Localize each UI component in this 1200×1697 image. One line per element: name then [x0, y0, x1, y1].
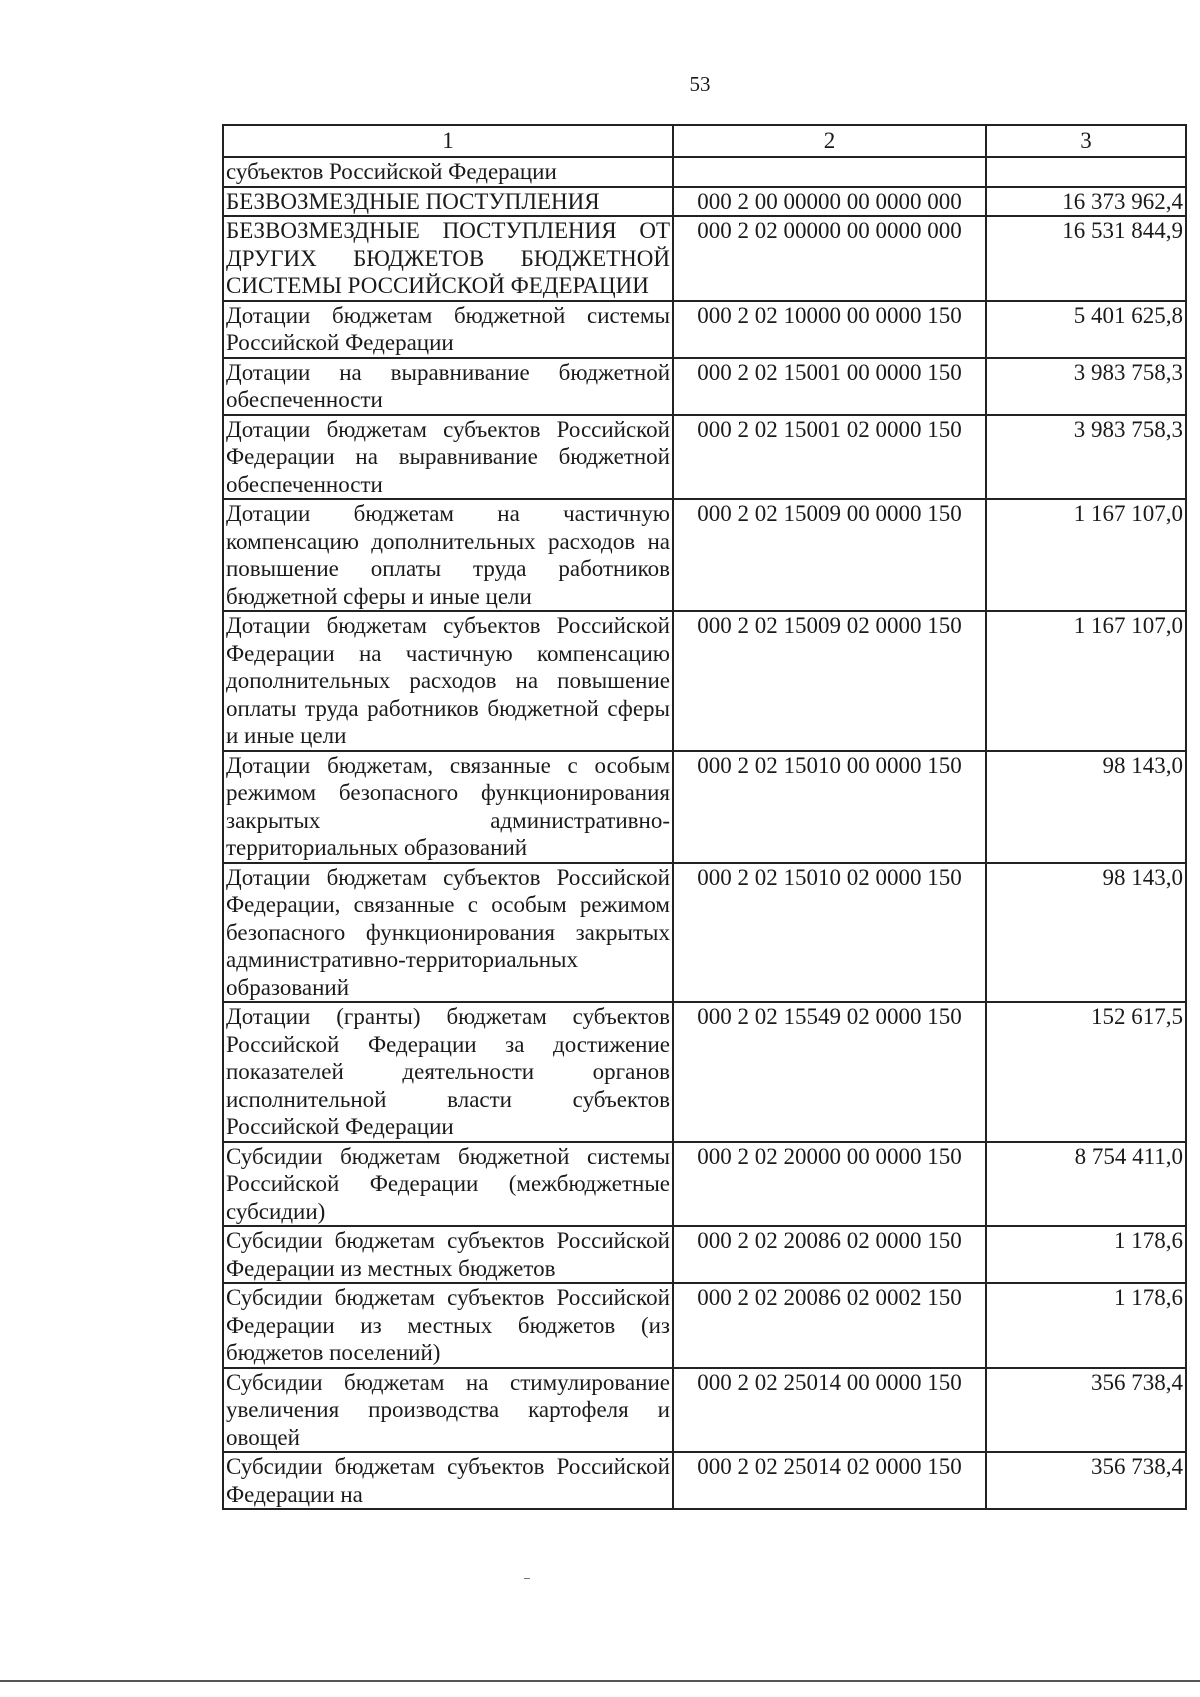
table-row [223, 611, 1186, 751]
row-amount: 356 738,4 [986, 1452, 1186, 1509]
table-row [223, 1452, 1186, 1509]
row-amount: 5 401 625,8 [986, 301, 1186, 358]
table-row [223, 1226, 1186, 1283]
row-amount: 16 531 844,9 [986, 216, 1186, 301]
row-code: 000 2 02 25014 02 0000 150 [673, 1452, 986, 1509]
row-code: 000 2 02 15001 02 0000 150 [673, 415, 986, 500]
row-amount: 1 167 107,0 [986, 611, 1186, 751]
row-amount [986, 157, 1186, 187]
row-amount: 8 754 411,0 [986, 1142, 1186, 1227]
table-row [223, 216, 1186, 301]
bottom-rule [0, 1680, 1200, 1682]
row-amount: 98 143,0 [986, 863, 1186, 1003]
table-row [223, 1368, 1186, 1453]
row-name: Субсидии бюджетам субъектов Российской Федерации из местных бюджетов [223, 1226, 673, 1283]
page-number: 53 [689, 72, 711, 96]
table-row [223, 751, 1186, 863]
stray-mark [524, 1578, 530, 1579]
row-code: 000 2 02 15010 00 0000 150 [673, 751, 986, 863]
row-amount: 16 373 962,4 [986, 187, 1186, 217]
table-row [223, 187, 1186, 217]
row-amount: 98 143,0 [986, 751, 1186, 863]
table-row [223, 1002, 1186, 1142]
row-name: Дотации бюджетам бюджетной системы Российской Федерации [223, 301, 673, 358]
table-row [223, 157, 1186, 187]
table-header-row [223, 125, 1186, 157]
column-header-1: 1 [223, 125, 673, 157]
row-code: 000 2 02 15009 00 0000 150 [673, 499, 986, 611]
table-row [223, 863, 1186, 1003]
row-code [673, 157, 986, 187]
row-name: БЕЗВОЗМЕЗДНЫЕ ПОСТУПЛЕНИЯ [223, 187, 673, 217]
row-code: 000 2 02 00000 00 0000 000 [673, 216, 986, 301]
table-row [223, 1142, 1186, 1227]
row-name: Субсидии бюджетам на стимулирование увеличения производства картофеля и овощей [223, 1368, 673, 1453]
table-row [223, 358, 1186, 415]
row-amount: 3 983 758,3 [986, 415, 1186, 500]
row-name: Дотации на выравнивание бюджетной обеспеченности [223, 358, 673, 415]
row-code: 000 2 02 20000 00 0000 150 [673, 1142, 986, 1227]
row-amount: 1 178,6 [986, 1226, 1186, 1283]
row-code: 000 2 02 15001 00 0000 150 [673, 358, 986, 415]
table-row [223, 301, 1186, 358]
column-header-3: 3 [986, 125, 1186, 157]
table-row [223, 1283, 1186, 1368]
row-code: 000 2 02 15009 02 0000 150 [673, 611, 986, 751]
row-code: 000 2 02 25014 00 0000 150 [673, 1368, 986, 1453]
row-name: Дотации бюджетам субъектов Российской Федерации, связанные с особым режимом безопасного функционирования закрытых административно-территориальных образований [223, 863, 673, 1003]
row-code: 000 2 00 00000 00 0000 000 [673, 187, 986, 217]
row-name: Дотации (гранты) бюджетам субъектов Российской Федерации за достижение показателей деятельности органов исполнительной власти субъектов Российской Федерации [223, 1002, 673, 1142]
row-amount: 1 178,6 [986, 1283, 1186, 1368]
row-code: 000 2 02 20086 02 0002 150 [673, 1283, 986, 1368]
row-name: Субсидии бюджетам субъектов Российской Федерации на [223, 1452, 673, 1509]
row-name: Субсидии бюджетам субъектов Российской Федерации из местных бюджетов (из бюджетов поселений) [223, 1283, 673, 1368]
row-name: субъектов Российской Федерации [223, 157, 673, 187]
table-row [223, 499, 1186, 611]
row-code: 000 2 02 20086 02 0000 150 [673, 1226, 986, 1283]
row-code: 000 2 02 15549 02 0000 150 [673, 1002, 986, 1142]
row-name: Дотации бюджетам, связанные с особым режимом безопасного функционирования закрытых административно-территориальных образований [223, 751, 673, 863]
row-name: Дотации бюджетам субъектов Российской Федерации на выравнивание бюджетной обеспеченности [223, 415, 673, 500]
row-name: БЕЗВОЗМЕЗДНЫЕ ПОСТУПЛЕНИЯ ОТ ДРУГИХ БЮДЖЕТОВ БЮДЖЕТНОЙ СИСТЕМЫ РОССИЙСКОЙ ФЕДЕРАЦИИ [223, 216, 673, 301]
row-code: 000 2 02 15010 02 0000 150 [673, 863, 986, 1003]
row-name: Субсидии бюджетам бюджетной системы Российской Федерации (межбюджетные субсидии) [223, 1142, 673, 1227]
table-row [223, 415, 1186, 500]
row-amount: 1 167 107,0 [986, 499, 1186, 611]
row-name: Дотации бюджетам субъектов Российской Федерации на частичную компенсацию дополнительных расходов на повышение оплаты труда работников бюджетной сферы и иные цели [223, 611, 673, 751]
row-amount: 152 617,5 [986, 1002, 1186, 1142]
row-amount: 356 738,4 [986, 1368, 1186, 1453]
budget-table [222, 124, 1187, 1510]
row-name: Дотации бюджетам на частичную компенсацию дополнительных расходов на повышение оплаты труда работников бюджетной сферы и иные цели [223, 499, 673, 611]
column-header-2: 2 [673, 125, 986, 157]
row-amount: 3 983 758,3 [986, 358, 1186, 415]
row-code: 000 2 02 10000 00 0000 150 [673, 301, 986, 358]
